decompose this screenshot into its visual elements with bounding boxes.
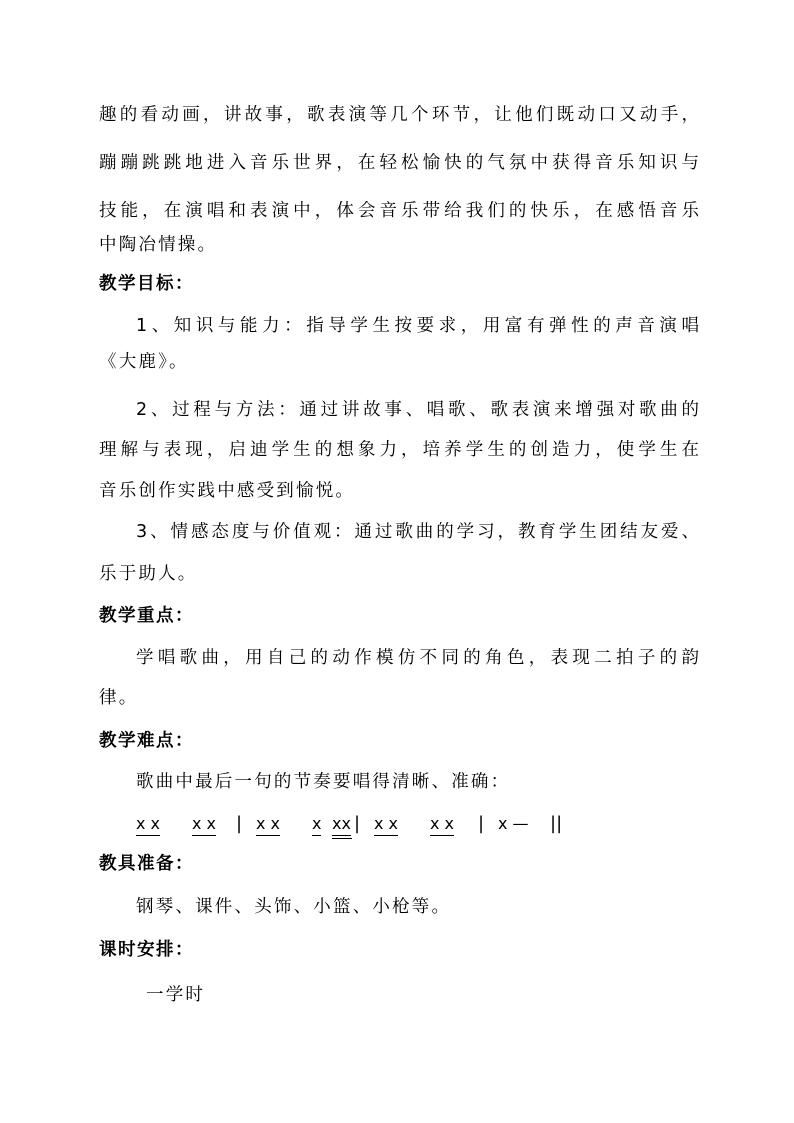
rhythm-group-4b: xx — [332, 813, 351, 836]
key-points-line-1: 学唱歌曲，用自己的动作模仿不同的角色，表现二拍子的韵 — [136, 648, 699, 668]
rhythm-notation — [136, 813, 596, 841]
rhythm-group-5: x x — [374, 813, 398, 836]
intro-line-4: 中陶冶情操。 — [99, 235, 218, 255]
goal-3-line-2: 乐于助人。 — [99, 564, 198, 584]
rhythm-double-underline — [332, 838, 352, 839]
goal-2-line-1: 2、过程与方法：通过讲故事、唱歌、歌表演来增强对歌曲的 — [136, 400, 699, 420]
goal-2-line-3: 音乐创作实践中感受到愉悦。 — [99, 481, 356, 501]
rhythm-bar-2: | — [354, 813, 361, 834]
difficulties-line: 歌曲中最后一句的节奏要唱得清晰、准确： — [136, 772, 511, 792]
goal-3-line-1: 3、情感态度与价值观：通过歌曲的学习，教育学生团结友爱、 — [136, 522, 699, 542]
goal-1-line-1: 1、知识与能力：指导学生按要求，用富有弹性的声音演唱 — [136, 316, 699, 336]
tools-heading: 教具准备： — [99, 854, 194, 874]
rhythm-group-6: x x — [430, 813, 454, 836]
intro-line-1: 趣的看动画，讲故事，歌表演等几个环节，让他们既动口又动手， — [99, 105, 699, 125]
rhythm-group-7: x — — [498, 814, 529, 833]
goals-heading: 教学目标： — [99, 274, 194, 294]
intro-line-3: 技能，在演唱和表演中，体会音乐带给我们的快乐，在感悟音乐 — [99, 201, 699, 221]
rhythm-bar-3: | — [478, 813, 485, 834]
rhythm-group-3: x x — [256, 813, 280, 836]
rhythm-group-1: x x — [136, 813, 160, 836]
schedule-line: 一学时 — [146, 985, 206, 1005]
schedule-heading: 课时安排： — [99, 940, 194, 960]
intro-line-2: 蹦蹦跳跳地进入音乐世界，在轻松愉快的气氛中获得音乐知识与 — [99, 153, 699, 173]
rhythm-bar-1: | — [236, 813, 243, 834]
tools-line: 钢琴、课件、头饰、小篮、小枪等。 — [136, 897, 452, 917]
rhythm-group-4a: x — [312, 813, 321, 836]
rhythm-end-bar: || — [550, 813, 563, 834]
key-points-line-2: 律。 — [99, 688, 139, 708]
rhythm-group-2: x x — [192, 813, 216, 836]
difficulties-heading: 教学难点： — [99, 731, 194, 751]
goal-2-line-2: 理解与表现，启迪学生的想象力，培养学生的创造力，使学生在 — [99, 440, 699, 460]
goal-1-line-2: 《大鹿》。 — [99, 352, 189, 372]
key-points-heading: 教学重点： — [99, 606, 194, 626]
